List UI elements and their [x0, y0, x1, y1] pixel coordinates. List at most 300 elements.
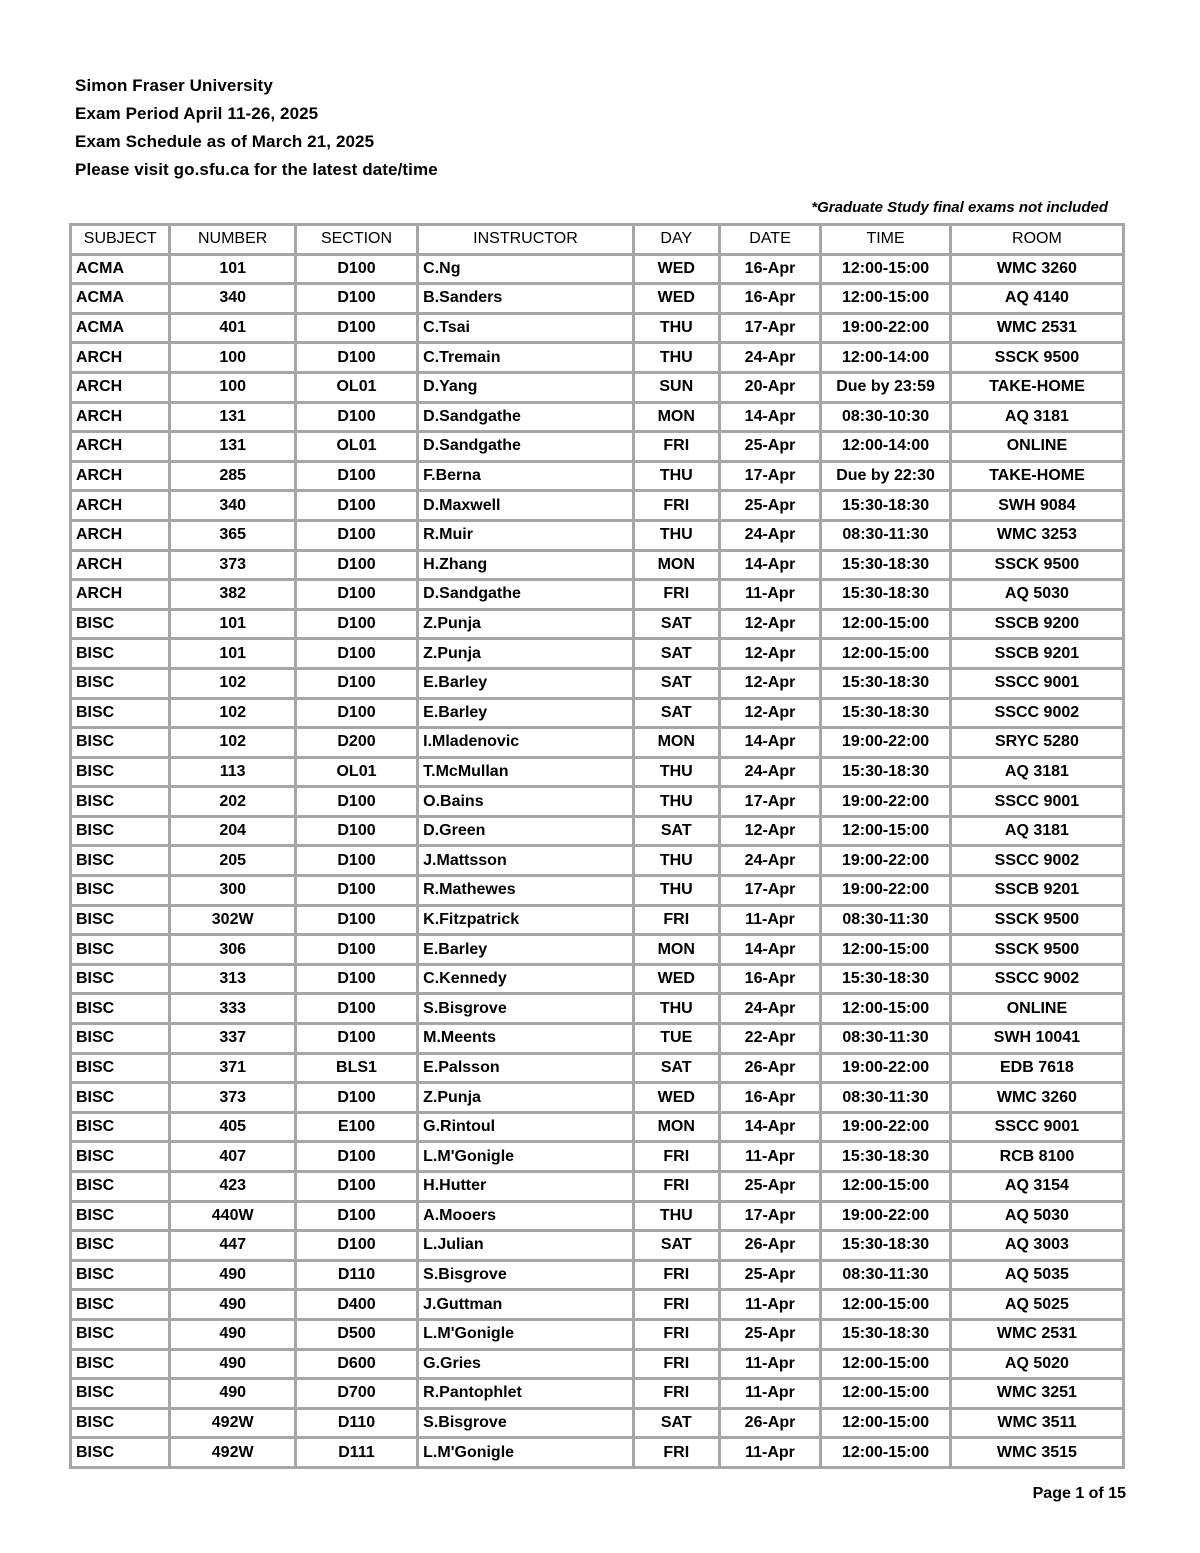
- time-cell: 19:00-22:00: [822, 729, 949, 756]
- section-cell: D500: [297, 1321, 416, 1348]
- room-cell: SSCC 9002: [952, 966, 1122, 993]
- number-cell: 285: [171, 463, 293, 490]
- instructor-cell: B.Sanders: [419, 285, 632, 312]
- instructor-cell: D.Yang: [419, 374, 632, 401]
- time-cell: 12:00-15:00: [822, 285, 949, 312]
- time-cell: 12:00-15:00: [822, 818, 949, 845]
- section-cell: D100: [297, 877, 416, 904]
- number-cell: 492W: [171, 1439, 293, 1466]
- table-row: [72, 285, 1122, 312]
- subject-cell: BISC: [72, 1380, 168, 1407]
- section-cell: D100: [297, 818, 416, 845]
- room-cell: AQ 3154: [952, 1173, 1122, 1200]
- number-cell: 373: [171, 1084, 293, 1111]
- column-header-section: SECTION: [297, 226, 416, 253]
- number-cell: 204: [171, 818, 293, 845]
- column-header-date: DATE: [721, 226, 820, 253]
- time-cell: 12:00-15:00: [822, 640, 949, 667]
- time-cell: 12:00-15:00: [822, 936, 949, 963]
- time-cell: 12:00-15:00: [822, 256, 949, 283]
- instructor-cell: Z.Punja: [419, 1084, 632, 1111]
- number-cell: 205: [171, 847, 293, 874]
- section-cell: D600: [297, 1351, 416, 1378]
- instructor-cell: E.Barley: [419, 700, 632, 727]
- number-cell: 492W: [171, 1410, 293, 1437]
- room-cell: AQ 5030: [952, 1203, 1122, 1230]
- section-cell: D100: [297, 907, 416, 934]
- time-cell: Due by 23:59: [822, 374, 949, 401]
- date-cell: 24-Apr: [721, 759, 820, 786]
- day-cell: MON: [635, 936, 718, 963]
- instructor-cell: D.Sandgathe: [419, 433, 632, 460]
- date-cell: 20-Apr: [721, 374, 820, 401]
- day-cell: SAT: [635, 670, 718, 697]
- section-cell: D100: [297, 404, 416, 431]
- date-cell: 14-Apr: [721, 1114, 820, 1141]
- subject-cell: BISC: [72, 1351, 168, 1378]
- room-cell: SSCB 9200: [952, 611, 1122, 638]
- day-cell: SAT: [635, 1410, 718, 1437]
- time-cell: 08:30-11:30: [822, 907, 949, 934]
- table-row: [72, 818, 1122, 845]
- column-header-subject: SUBJECT: [72, 226, 168, 253]
- number-cell: 101: [171, 611, 293, 638]
- subject-cell: BISC: [72, 907, 168, 934]
- day-cell: THU: [635, 847, 718, 874]
- time-cell: 19:00-22:00: [822, 847, 949, 874]
- day-cell: SAT: [635, 818, 718, 845]
- subject-cell: ARCH: [72, 463, 168, 490]
- time-cell: 12:00-15:00: [822, 1291, 949, 1318]
- number-cell: 101: [171, 256, 293, 283]
- date-cell: 16-Apr: [721, 256, 820, 283]
- subject-cell: BISC: [72, 1439, 168, 1466]
- number-cell: 382: [171, 581, 293, 608]
- table-row: [72, 1321, 1122, 1348]
- section-cell: D110: [297, 1410, 416, 1437]
- date-cell: 26-Apr: [721, 1410, 820, 1437]
- table-row: [72, 1351, 1122, 1378]
- room-cell: WMC 2531: [952, 315, 1122, 342]
- instructor-cell: H.Zhang: [419, 552, 632, 579]
- table-row: [72, 788, 1122, 815]
- room-cell: SSCC 9001: [952, 1114, 1122, 1141]
- section-cell: D100: [297, 700, 416, 727]
- subject-cell: BISC: [72, 759, 168, 786]
- number-cell: 100: [171, 344, 293, 371]
- number-cell: 490: [171, 1351, 293, 1378]
- time-cell: 08:30-10:30: [822, 404, 949, 431]
- instructor-cell: L.Julian: [419, 1232, 632, 1259]
- subject-cell: BISC: [72, 966, 168, 993]
- table-row: [72, 847, 1122, 874]
- subject-cell: BISC: [72, 1203, 168, 1230]
- room-cell: AQ 5025: [952, 1291, 1122, 1318]
- section-cell: OL01: [297, 759, 416, 786]
- table-row: [72, 463, 1122, 490]
- time-cell: 15:30-18:30: [822, 581, 949, 608]
- date-cell: 14-Apr: [721, 552, 820, 579]
- section-cell: D100: [297, 315, 416, 342]
- instructor-cell: C.Tsai: [419, 315, 632, 342]
- day-cell: TUE: [635, 1025, 718, 1052]
- subject-cell: ARCH: [72, 492, 168, 519]
- date-cell: 11-Apr: [721, 1380, 820, 1407]
- date-cell: 11-Apr: [721, 907, 820, 934]
- instructor-cell: Z.Punja: [419, 640, 632, 667]
- day-cell: THU: [635, 759, 718, 786]
- day-cell: THU: [635, 1203, 718, 1230]
- number-cell: 337: [171, 1025, 293, 1052]
- instructor-cell: C.Kennedy: [419, 966, 632, 993]
- room-cell: AQ 4140: [952, 285, 1122, 312]
- time-cell: 15:30-18:30: [822, 1232, 949, 1259]
- time-cell: 15:30-18:30: [822, 670, 949, 697]
- table-row: [72, 1084, 1122, 1111]
- day-cell: THU: [635, 995, 718, 1022]
- section-cell: D100: [297, 640, 416, 667]
- day-cell: THU: [635, 463, 718, 490]
- time-cell: 19:00-22:00: [822, 1203, 949, 1230]
- instructor-cell: E.Barley: [419, 670, 632, 697]
- table-row: [72, 522, 1122, 549]
- instructor-cell: J.Guttman: [419, 1291, 632, 1318]
- day-cell: MON: [635, 729, 718, 756]
- section-cell: D100: [297, 1203, 416, 1230]
- instructor-cell: C.Tremain: [419, 344, 632, 371]
- date-cell: 17-Apr: [721, 877, 820, 904]
- subject-cell: BISC: [72, 611, 168, 638]
- section-cell: D111: [297, 1439, 416, 1466]
- instructor-cell: E.Barley: [419, 936, 632, 963]
- number-cell: 202: [171, 788, 293, 815]
- instructor-cell: K.Fitzpatrick: [419, 907, 632, 934]
- subject-cell: BISC: [72, 1232, 168, 1259]
- day-cell: WED: [635, 285, 718, 312]
- number-cell: 373: [171, 552, 293, 579]
- room-cell: WMC 3511: [952, 1410, 1122, 1437]
- date-cell: 11-Apr: [721, 1291, 820, 1318]
- room-cell: WMC 2531: [952, 1321, 1122, 1348]
- number-cell: 447: [171, 1232, 293, 1259]
- day-cell: MON: [635, 1114, 718, 1141]
- header-row: [72, 226, 1122, 253]
- subject-cell: BISC: [72, 847, 168, 874]
- section-cell: D100: [297, 581, 416, 608]
- number-cell: 340: [171, 492, 293, 519]
- section-cell: D100: [297, 936, 416, 963]
- table-row: [72, 640, 1122, 667]
- day-cell: THU: [635, 344, 718, 371]
- subject-cell: BISC: [72, 1262, 168, 1289]
- section-cell: D100: [297, 670, 416, 697]
- section-cell: D100: [297, 463, 416, 490]
- room-cell: SSCC 9002: [952, 700, 1122, 727]
- date-cell: 24-Apr: [721, 995, 820, 1022]
- day-cell: FRI: [635, 1143, 718, 1170]
- instructor-cell: D.Sandgathe: [419, 581, 632, 608]
- subject-cell: BISC: [72, 936, 168, 963]
- room-cell: SSCC 9002: [952, 847, 1122, 874]
- section-cell: D100: [297, 1143, 416, 1170]
- room-cell: ONLINE: [952, 433, 1122, 460]
- date-cell: 12-Apr: [721, 700, 820, 727]
- instructor-cell: H.Hutter: [419, 1173, 632, 1200]
- day-cell: FRI: [635, 1351, 718, 1378]
- table-row: [72, 552, 1122, 579]
- table-row: [72, 344, 1122, 371]
- room-cell: EDB 7618: [952, 1055, 1122, 1082]
- day-cell: MON: [635, 552, 718, 579]
- day-cell: FRI: [635, 581, 718, 608]
- instructor-cell: D.Sandgathe: [419, 404, 632, 431]
- date-cell: 24-Apr: [721, 344, 820, 371]
- room-cell: SWH 9084: [952, 492, 1122, 519]
- date-cell: 25-Apr: [721, 1262, 820, 1289]
- time-cell: 12:00-15:00: [822, 995, 949, 1022]
- date-cell: 24-Apr: [721, 847, 820, 874]
- table-row: [72, 611, 1122, 638]
- table-row: [72, 315, 1122, 342]
- section-cell: D110: [297, 1262, 416, 1289]
- day-cell: SUN: [635, 374, 718, 401]
- table-row: [72, 966, 1122, 993]
- time-cell: 12:00-15:00: [822, 1410, 949, 1437]
- number-cell: 302W: [171, 907, 293, 934]
- subject-cell: BISC: [72, 670, 168, 697]
- day-cell: THU: [635, 877, 718, 904]
- time-cell: 12:00-15:00: [822, 1173, 949, 1200]
- instructor-cell: O.Bains: [419, 788, 632, 815]
- table-row: [72, 492, 1122, 519]
- time-cell: 19:00-22:00: [822, 315, 949, 342]
- day-cell: SAT: [635, 640, 718, 667]
- number-cell: 306: [171, 936, 293, 963]
- room-cell: WMC 3251: [952, 1380, 1122, 1407]
- room-cell: SWH 10041: [952, 1025, 1122, 1052]
- room-cell: SSCK 9500: [952, 552, 1122, 579]
- table-row: [72, 1410, 1122, 1437]
- table-row: [72, 936, 1122, 963]
- section-cell: D100: [297, 995, 416, 1022]
- table-row: [72, 1025, 1122, 1052]
- number-cell: 365: [171, 522, 293, 549]
- column-header-time: TIME: [822, 226, 949, 253]
- instructor-cell: M.Meents: [419, 1025, 632, 1052]
- time-cell: 19:00-22:00: [822, 1114, 949, 1141]
- section-cell: D100: [297, 285, 416, 312]
- table-row: [72, 1203, 1122, 1230]
- column-header-day: DAY: [635, 226, 718, 253]
- number-cell: 490: [171, 1380, 293, 1407]
- number-cell: 100: [171, 374, 293, 401]
- subject-cell: ARCH: [72, 374, 168, 401]
- room-cell: TAKE-HOME: [952, 463, 1122, 490]
- section-cell: D100: [297, 1084, 416, 1111]
- subject-cell: ARCH: [72, 344, 168, 371]
- subject-cell: BISC: [72, 729, 168, 756]
- room-cell: AQ 5030: [952, 581, 1122, 608]
- day-cell: SAT: [635, 1055, 718, 1082]
- room-cell: TAKE-HOME: [952, 374, 1122, 401]
- exam-schedule-table: [69, 223, 1125, 1469]
- subject-cell: BISC: [72, 995, 168, 1022]
- room-cell: SSCB 9201: [952, 640, 1122, 667]
- time-cell: 08:30-11:30: [822, 1262, 949, 1289]
- subject-cell: BISC: [72, 1055, 168, 1082]
- table-row: [72, 1173, 1122, 1200]
- time-cell: 12:00-15:00: [822, 1351, 949, 1378]
- section-cell: D100: [297, 966, 416, 993]
- page-number: Page 1 of 15: [1032, 1485, 1126, 1502]
- instructor-cell: C.Ng: [419, 256, 632, 283]
- time-cell: 08:30-11:30: [822, 522, 949, 549]
- table-row: [72, 1262, 1122, 1289]
- time-cell: 12:00-15:00: [822, 611, 949, 638]
- instructor-cell: G.Rintoul: [419, 1114, 632, 1141]
- date-cell: 17-Apr: [721, 788, 820, 815]
- instructor-cell: J.Mattsson: [419, 847, 632, 874]
- table-row: [72, 1232, 1122, 1259]
- date-cell: 12-Apr: [721, 640, 820, 667]
- instructor-cell: R.Mathewes: [419, 877, 632, 904]
- table-row: [72, 1291, 1122, 1318]
- table-row: [72, 759, 1122, 786]
- time-cell: 15:30-18:30: [822, 1143, 949, 1170]
- day-cell: FRI: [635, 1321, 718, 1348]
- subject-cell: BISC: [72, 700, 168, 727]
- subject-cell: ARCH: [72, 522, 168, 549]
- time-cell: 19:00-22:00: [822, 1055, 949, 1082]
- table-row: [72, 1055, 1122, 1082]
- subject-cell: BISC: [72, 877, 168, 904]
- instructor-cell: R.Muir: [419, 522, 632, 549]
- number-cell: 423: [171, 1173, 293, 1200]
- time-cell: 15:30-18:30: [822, 966, 949, 993]
- day-cell: FRI: [635, 1262, 718, 1289]
- instructor-cell: T.McMullan: [419, 759, 632, 786]
- room-cell: SSCK 9500: [952, 344, 1122, 371]
- section-cell: D100: [297, 788, 416, 815]
- date-cell: 16-Apr: [721, 285, 820, 312]
- day-cell: WED: [635, 966, 718, 993]
- visit-notice: Please visit go.sfu.ca for the latest date/time: [75, 160, 438, 179]
- instructor-cell: A.Mooers: [419, 1203, 632, 1230]
- date-cell: 17-Apr: [721, 1203, 820, 1230]
- room-cell: SSCK 9500: [952, 907, 1122, 934]
- graduate-note: *Graduate Study final exams not included: [811, 199, 1108, 216]
- time-cell: 12:00-14:00: [822, 433, 949, 460]
- day-cell: THU: [635, 522, 718, 549]
- section-cell: D100: [297, 256, 416, 283]
- time-cell: 12:00-15:00: [822, 1439, 949, 1466]
- room-cell: WMC 3253: [952, 522, 1122, 549]
- subject-cell: ARCH: [72, 404, 168, 431]
- table-row: [72, 581, 1122, 608]
- subject-cell: BISC: [72, 1410, 168, 1437]
- number-cell: 490: [171, 1321, 293, 1348]
- instructor-cell: Z.Punja: [419, 611, 632, 638]
- room-cell: RCB 8100: [952, 1143, 1122, 1170]
- subject-cell: BISC: [72, 1291, 168, 1318]
- day-cell: WED: [635, 1084, 718, 1111]
- number-cell: 490: [171, 1291, 293, 1318]
- room-cell: AQ 3181: [952, 818, 1122, 845]
- date-cell: 25-Apr: [721, 433, 820, 460]
- instructor-cell: F.Berna: [419, 463, 632, 490]
- instructor-cell: L.M'Gonigle: [419, 1321, 632, 1348]
- day-cell: SAT: [635, 1232, 718, 1259]
- table-row: [72, 404, 1122, 431]
- subject-cell: BISC: [72, 1025, 168, 1052]
- number-cell: 300: [171, 877, 293, 904]
- section-cell: D100: [297, 552, 416, 579]
- section-cell: D100: [297, 1025, 416, 1052]
- table-row: [72, 729, 1122, 756]
- instructor-cell: L.M'Gonigle: [419, 1439, 632, 1466]
- number-cell: 407: [171, 1143, 293, 1170]
- section-cell: D100: [297, 1232, 416, 1259]
- number-cell: 102: [171, 700, 293, 727]
- subject-cell: BISC: [72, 1143, 168, 1170]
- room-cell: AQ 3181: [952, 759, 1122, 786]
- day-cell: THU: [635, 788, 718, 815]
- instructor-cell: S.Bisgrove: [419, 1410, 632, 1437]
- room-cell: AQ 3003: [952, 1232, 1122, 1259]
- day-cell: THU: [635, 315, 718, 342]
- column-header-instructor: INSTRUCTOR: [419, 226, 632, 253]
- date-cell: 17-Apr: [721, 315, 820, 342]
- instructor-cell: I.Mladenovic: [419, 729, 632, 756]
- table-row: [72, 1380, 1122, 1407]
- room-cell: AQ 5020: [952, 1351, 1122, 1378]
- section-cell: D200: [297, 729, 416, 756]
- number-cell: 405: [171, 1114, 293, 1141]
- day-cell: SAT: [635, 700, 718, 727]
- date-cell: 26-Apr: [721, 1055, 820, 1082]
- date-cell: 11-Apr: [721, 1439, 820, 1466]
- table-row: [72, 374, 1122, 401]
- time-cell: 15:30-18:30: [822, 1321, 949, 1348]
- table-row: [72, 995, 1122, 1022]
- table-row: [72, 877, 1122, 904]
- time-cell: 08:30-11:30: [822, 1025, 949, 1052]
- table-row: [72, 1439, 1122, 1466]
- schedule-date: Exam Schedule as of March 21, 2025: [75, 132, 375, 151]
- subject-cell: ARCH: [72, 552, 168, 579]
- day-cell: FRI: [635, 907, 718, 934]
- section-cell: D700: [297, 1380, 416, 1407]
- date-cell: 22-Apr: [721, 1025, 820, 1052]
- date-cell: 12-Apr: [721, 611, 820, 638]
- day-cell: FRI: [635, 1291, 718, 1318]
- instructor-cell: S.Bisgrove: [419, 995, 632, 1022]
- number-cell: 131: [171, 433, 293, 460]
- time-cell: 12:00-15:00: [822, 1380, 949, 1407]
- subject-cell: BISC: [72, 818, 168, 845]
- section-cell: OL01: [297, 433, 416, 460]
- day-cell: MON: [635, 404, 718, 431]
- table-row: [72, 907, 1122, 934]
- document-header: [75, 72, 438, 184]
- date-cell: 17-Apr: [721, 463, 820, 490]
- date-cell: 26-Apr: [721, 1232, 820, 1259]
- column-header-room: ROOM: [952, 226, 1122, 253]
- time-cell: 19:00-22:00: [822, 877, 949, 904]
- table-row: [72, 256, 1122, 283]
- section-cell: D100: [297, 611, 416, 638]
- date-cell: 11-Apr: [721, 1143, 820, 1170]
